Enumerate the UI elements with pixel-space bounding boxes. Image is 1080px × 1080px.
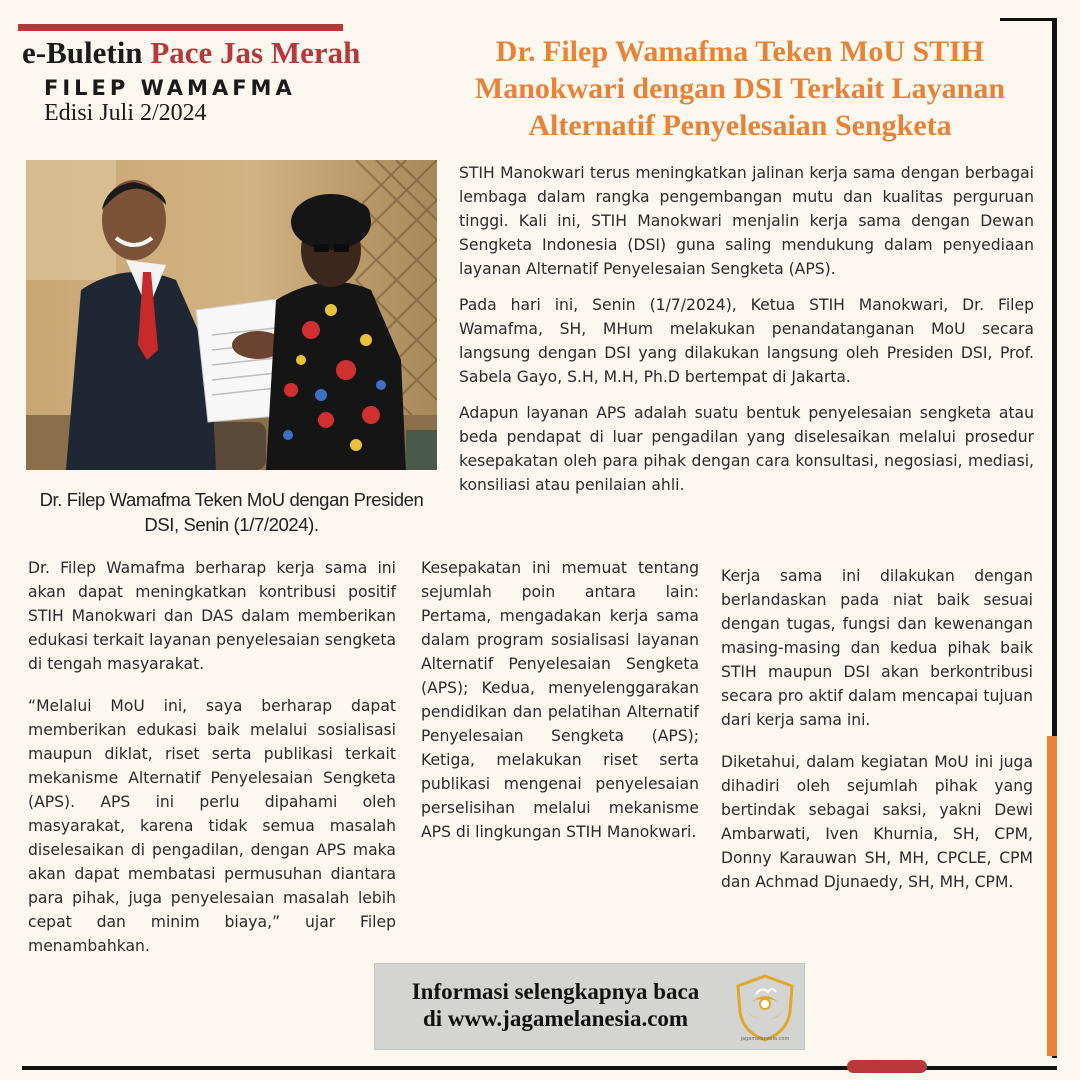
column-paragraph: Kesepakatan ini memuat tentang sejumlah poin antara lain: Pertama, mengadakan kerja sama dalam program sosialisasi layanan Alternatif Penyelesaian Sengketa (APS); Kedua, menyelenggarakan pendidikan dan pelatihan Alternatif Penyelesaian Sengketa (APS); Ketiga, melakukan riset serta publikasi mengenai penyelesaian perselisihan melalui mekanisme APS di lingkungan STIH Manokwari.	[421, 559, 699, 841]
top-accent-line	[18, 24, 343, 31]
bulletin-title-prefix: e-Buletin	[22, 35, 151, 70]
banner-line-1: Informasi selengkapnya baca	[411, 979, 700, 1004]
article-headline: Dr. Filep Wamafma Teken MoU STIH Manokwari dengan DSI Terkait Layanan Alternatif Penyelesaian Sengketa	[474, 35, 1006, 142]
photo-caption: Dr. Filep Wamafma Teken MoU dengan Presiden DSI, Senin (1/7/2024).	[39, 489, 424, 535]
intro-text-block	[459, 161, 1034, 509]
banner-text	[383, 978, 728, 1032]
website-banner[interactable]	[374, 963, 805, 1050]
bulletin-name: FILEP WAMAFMA	[44, 76, 296, 100]
column-paragraph: Kerja sama ini dilakukan dengan berlandaskan pada niat baik sesuai dengan tugas, fungsi dan kewenangan masing-masing dan kedua pihak baik STIH maupun DSI akan berkontribusi secara pro aktif dalam mencapai tujuan dari kerja sama ini.	[721, 567, 1033, 729]
article-photo	[26, 160, 437, 470]
column-paragraph: Diketahui, dalam kegiatan MoU ini juga dihadiri oleh sejumlah pihak yang bertindak sebagai saksi, yakni Dewi Ambarwati, Iven Khurnia, SH, CPM, Donny Karauwan SH, MH, CPCLE, CPM dan Achmad Djunaedy, SH, MH, CPM.	[721, 753, 1033, 891]
text-column-3	[721, 564, 1033, 912]
banner-website-link[interactable]: di www.jagamelanesia.com	[422, 1006, 689, 1031]
corner-line	[1000, 18, 1057, 21]
logo-caption: jagamelanesia.com	[740, 1036, 790, 1042]
column-paragraph: Dr. Filep Wamafma berharap kerja sama ini akan dapat meningkatkan kontribusi positif STIH Manokwari dan DAS dalam memberikan edukasi terkait layanan penyelesaian sengketa di tengah masyarakat.	[28, 559, 396, 673]
orange-side-bar	[1047, 736, 1057, 1056]
jagamelanesia-logo-icon	[732, 972, 798, 1044]
intro-paragraph: Adapun layanan APS adalah suatu bentuk penyelesaian sengketa atau beda pendapat di luar pengadilan yang diselesaikan melalui prosedur kesepakatan oleh para pihak dengan cara konsultasi, negosiasi, mediasi, konsiliasi atau penilaian ahli.	[459, 404, 1034, 494]
photo-illustration	[26, 160, 437, 470]
bulletin-title	[22, 34, 402, 72]
quote-paragraph: “Melalui MoU ini, saya berharap dapat memberikan edukasi baik melalui sosialisasi maupun diklat, riset serta publikasi terkait mekanisme Alternatif Penyelesaian Sengketa (APS). APS ini perlu dipahami oleh masyarakat, karena tidak semua masalah diselesaikan di pengadilan, dengan APS maka akan dapat membatasi permusuhan diantara para pihak, juga penyelesaian masalah lebih cepat dan minim biaya,” ujar Filep menambahkan.	[28, 697, 396, 955]
masthead	[22, 34, 402, 127]
intro-paragraph: STIH Manokwari terus meningkatkan jalinan kerja sama dengan berbagai lembaga dalam rangka pengembangan mutu dan kualitas perguruan tinggi. Kali ini, STIH Manokwari menjalin kerja sama dengan Dewan Sengketa Indonesia (DSI) guna saling mendukung dalam penyediaan layanan Alternatif Penyelesaian Sengketa (APS).	[459, 164, 1034, 278]
bulletin-edition: Edisi Juli 2/2024	[44, 100, 207, 126]
text-column-2	[421, 556, 699, 862]
intro-paragraph: Pada hari ini, Senin (1/7/2024), Ketua STIH Manokwari, Dr. Filep Wamafma, SH, MHum melakukan penandatanganan MoU secara langsung dengan DSI yang dilakukan langsung oleh Presiden DSI, Prof. Sabela Gayo, S.H, M.H, Ph.D bertempat di Jakarta.	[459, 296, 1034, 386]
bulletin-title-accent: Pace Jas Merah	[150, 35, 361, 70]
red-pill-accent	[847, 1060, 927, 1073]
text-column-1	[28, 556, 396, 976]
